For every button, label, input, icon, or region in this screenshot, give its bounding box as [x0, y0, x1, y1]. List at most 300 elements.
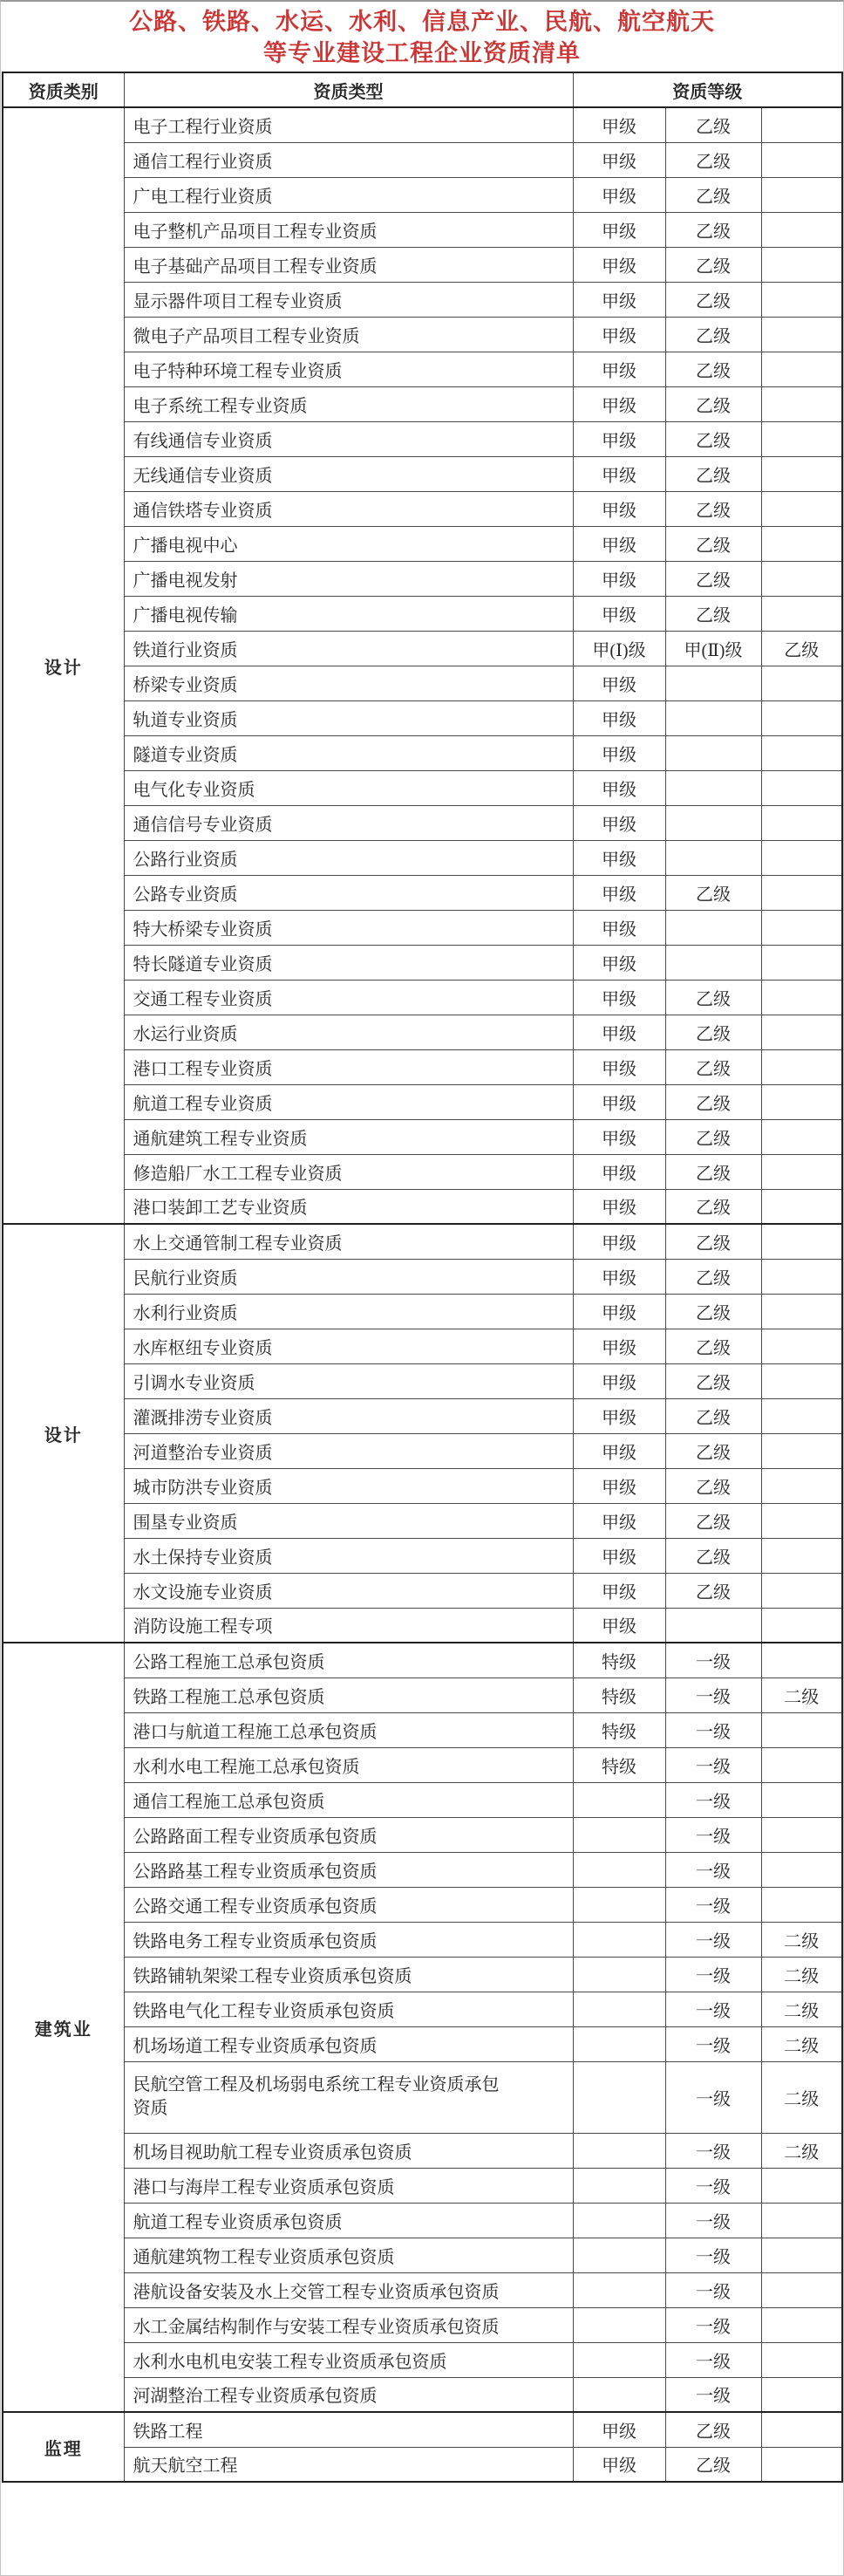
- grade-cell-2: 一级: [665, 2342, 761, 2377]
- grade-cell-2: 乙级: [665, 561, 761, 596]
- qualification-type-text: 桥梁专业资质: [133, 675, 238, 695]
- grade-cell-3: [761, 421, 842, 456]
- qualification-type-cell: [124, 1887, 573, 1922]
- qualification-type-text: 广播电视传输: [133, 605, 238, 625]
- grade-cell-3: 二级: [761, 2026, 842, 2061]
- table-row: [3, 2168, 842, 2203]
- table-row: [3, 2272, 842, 2307]
- grade-cell-2: 乙级: [665, 317, 761, 352]
- grade-cell-3: [761, 2238, 842, 2272]
- grade-cell-3: [761, 1119, 842, 1154]
- grade-cell-2: 乙级: [665, 1433, 761, 1468]
- qualification-type-text: 有线通信专业资质: [133, 431, 273, 451]
- qualification-type-cell: [124, 840, 573, 875]
- table-row: [3, 1433, 842, 1468]
- grade-cell-1: 特级: [573, 1643, 665, 1677]
- qualification-type-text: 公路行业资质: [133, 850, 238, 870]
- table-row: [3, 875, 842, 910]
- qualification-type-text: 水文设施专业资质: [133, 1582, 273, 1602]
- qualification-type-cell: [124, 770, 573, 805]
- qualification-type-text: 公路工程施工总承包资质: [133, 1652, 325, 1672]
- qualification-type-text: 航道工程专业资质承包资质: [133, 2212, 343, 2232]
- grade-cell-1: 特级: [573, 1747, 665, 1782]
- grade-cell-3: [761, 1084, 842, 1119]
- table-row: [3, 700, 842, 735]
- grade-cell-3: [761, 1782, 842, 1817]
- grade-cell-1: 甲级: [573, 945, 665, 980]
- grade-cell-1: [573, 2026, 665, 2061]
- qualification-type-text: 引调水专业资质: [133, 1373, 255, 1393]
- table-row: [3, 2377, 842, 2412]
- grade-cell-1: [573, 1852, 665, 1887]
- qualification-type-text: 机场场道工程专业资质承包资质: [133, 2036, 378, 2056]
- qualification-type-text: 河湖整治工程专业资质承包资质: [133, 2387, 378, 2407]
- grade-cell-3: [761, 2412, 842, 2447]
- grade-cell-3: 乙级: [761, 631, 842, 666]
- grade-cell-1: 甲级: [573, 1259, 665, 1294]
- qualification-type-text: 微电子产品项目工程专业资质: [133, 326, 360, 346]
- table-row: [3, 1852, 842, 1887]
- grade-cell-2: 乙级: [665, 1154, 761, 1189]
- qualification-type-text: 水工金属结构制作与安装工程专业资质承包资质: [133, 2317, 500, 2337]
- grade-cell-1: 甲(Ⅰ)级: [573, 631, 665, 666]
- grade-cell-2: 乙级: [665, 1015, 761, 1049]
- grade-cell-3: [761, 386, 842, 421]
- grade-cell-2: 一级: [665, 2203, 761, 2238]
- grade-cell-1: [573, 1782, 665, 1817]
- grade-cell-1: 甲级: [573, 177, 665, 212]
- grade-cell-1: 甲级: [573, 875, 665, 910]
- grade-cell-1: 甲级: [573, 352, 665, 386]
- qualification-type-cell: [124, 735, 573, 770]
- title-line-2: 等专业建设工程企业资质清单: [263, 40, 581, 66]
- qualification-type-text: 通信信号专业资质: [133, 815, 273, 835]
- grade-cell-2: 乙级: [665, 421, 761, 456]
- table-row: [3, 1189, 842, 1224]
- grade-cell-3: [761, 1329, 842, 1363]
- table-row: [3, 2447, 842, 2482]
- qualification-type-text: 铁路电务工程专业资质承包资质: [133, 1931, 378, 1951]
- grade-cell-3: 二级: [761, 1957, 842, 1992]
- grade-cell-3: [761, 317, 842, 352]
- table-row: [3, 1992, 842, 2026]
- qualification-type-cell: [124, 875, 573, 910]
- grade-cell-1: 甲级: [573, 1608, 665, 1643]
- qualification-type-cell: [124, 1957, 573, 1992]
- grade-cell-1: 甲级: [573, 561, 665, 596]
- table-row: [3, 1154, 842, 1189]
- qualification-type-text: 通信工程施工总承包资质: [133, 1792, 325, 1812]
- qualification-type-cell: [124, 1538, 573, 1573]
- grade-cell-2: 乙级: [665, 1538, 761, 1573]
- grade-cell-2: [665, 805, 761, 840]
- qualification-type-text: 电子基础产品项目工程专业资质: [133, 256, 378, 277]
- qualification-type-text: 消防设施工程专项: [133, 1617, 273, 1637]
- qualification-type-cell: [124, 561, 573, 596]
- qualification-type-cell: [124, 1119, 573, 1154]
- header-grade: 资质等级: [573, 72, 842, 107]
- grade-cell-3: [761, 1608, 842, 1643]
- qualification-type-cell: [124, 945, 573, 980]
- grade-cell-1: 甲级: [573, 1294, 665, 1329]
- grade-cell-3: [761, 1049, 842, 1084]
- qualification-type-cell: [124, 1852, 573, 1887]
- table-row: [3, 352, 842, 386]
- qualification-type-text: 水上交通管制工程专业资质: [133, 1233, 343, 1254]
- qualification-type-cell: [124, 1922, 573, 1957]
- table-row: [3, 980, 842, 1015]
- qualification-type-cell: [124, 1294, 573, 1329]
- qualification-type-text: 显示器件项目工程专业资质: [133, 291, 343, 311]
- qualification-type-cell: [124, 1224, 573, 1259]
- qualification-type-text: 特长隧道专业资质: [133, 954, 273, 974]
- grade-cell-3: [761, 1154, 842, 1189]
- grade-cell-1: 甲级: [573, 1224, 665, 1259]
- grade-cell-2: 乙级: [665, 142, 761, 177]
- category-cell: 建筑业: [3, 1643, 124, 2412]
- table-row: [3, 910, 842, 945]
- grade-cell-3: [761, 1468, 842, 1503]
- table-row: [3, 317, 842, 352]
- qualification-type-cell: [124, 282, 573, 317]
- table-row: [3, 247, 842, 282]
- table-row: [3, 1782, 842, 1817]
- grade-cell-3: [761, 526, 842, 561]
- grade-cell-2: 乙级: [665, 526, 761, 561]
- qualification-type-text: 铁路工程施工总承包资质: [133, 1687, 325, 1707]
- grade-cell-1: 甲级: [573, 1538, 665, 1573]
- grade-cell-2: 乙级: [665, 352, 761, 386]
- grade-cell-2: 一级: [665, 1677, 761, 1712]
- grade-cell-2: 一级: [665, 2026, 761, 2061]
- qualification-type-text: 通信工程行业资质: [133, 152, 273, 172]
- table-row: [3, 631, 842, 666]
- grade-cell-1: [573, 2168, 665, 2203]
- qualification-type-cell: [124, 1154, 573, 1189]
- qualification-type-text: 修造船厂水工工程专业资质: [133, 1164, 343, 1184]
- qualification-type-text: 交通工程专业资质: [133, 989, 273, 1009]
- grade-cell-1: 甲级: [573, 1084, 665, 1119]
- qualification-type-cell: [124, 805, 573, 840]
- qualification-type-cell: [124, 247, 573, 282]
- grade-cell-2: 一级: [665, 2272, 761, 2307]
- grade-cell-2: [665, 910, 761, 945]
- table-row: [3, 1608, 842, 1643]
- grade-cell-3: [761, 1363, 842, 1398]
- qualification-type-cell: [124, 700, 573, 735]
- table-row: [3, 2133, 842, 2168]
- grade-cell-1: 甲级: [573, 282, 665, 317]
- grade-cell-3: [761, 735, 842, 770]
- table-row: [3, 2342, 842, 2377]
- qualification-type-text: 港口与海岸工程专业资质承包资质: [133, 2177, 395, 2197]
- table-row: [3, 107, 842, 142]
- grade-cell-3: [761, 177, 842, 212]
- grade-cell-3: [761, 945, 842, 980]
- qualification-type-text: 水运行业资质: [133, 1024, 238, 1044]
- qualification-type-text: 港航设备安装及水上交管工程专业资质承包资质: [133, 2282, 500, 2302]
- table-row: [3, 805, 842, 840]
- grade-cell-2: 一级: [665, 1643, 761, 1677]
- grade-cell-2: 乙级: [665, 177, 761, 212]
- qualification-type-text: 铁路铺轨架梁工程专业资质承包资质: [133, 1966, 412, 1986]
- grade-cell-1: [573, 2061, 665, 2133]
- table-row: [3, 2061, 842, 2133]
- qualification-type-text: 公路专业资质: [133, 885, 238, 905]
- qualification-type-text: 通信铁塔专业资质: [133, 501, 273, 521]
- qualification-type-text: 河道整治专业资质: [133, 1443, 273, 1463]
- grade-cell-3: [761, 1224, 842, 1259]
- grade-cell-3: [761, 2203, 842, 2238]
- grade-cell-2: 乙级: [665, 107, 761, 142]
- grade-cell-1: [573, 1817, 665, 1852]
- table-row: [3, 1747, 842, 1782]
- grade-cell-1: 甲级: [573, 317, 665, 352]
- table-row: [3, 386, 842, 421]
- qualification-type-cell: [124, 1084, 573, 1119]
- grade-cell-2: 乙级: [665, 875, 761, 910]
- qualification-type-cell: [124, 2412, 573, 2447]
- grade-cell-1: [573, 1887, 665, 1922]
- grade-cell-3: [761, 2307, 842, 2342]
- table-row: [3, 1363, 842, 1398]
- grade-cell-2: 乙级: [665, 212, 761, 247]
- grade-cell-3: [761, 596, 842, 631]
- grade-cell-2: 乙级: [665, 386, 761, 421]
- qualification-type-text: 航天航空工程: [133, 2456, 238, 2477]
- qualification-type-text: 电气化专业资质: [133, 780, 255, 800]
- qualification-type-cell: [124, 2238, 573, 2272]
- table-row: [3, 177, 842, 212]
- qualification-type-cell: [124, 1712, 573, 1747]
- grade-cell-1: 甲级: [573, 2412, 665, 2447]
- qualification-type-text: 电子工程行业资质: [133, 117, 273, 137]
- grade-cell-2: [665, 735, 761, 770]
- qualification-type-cell: [124, 526, 573, 561]
- grade-cell-1: [573, 2203, 665, 2238]
- grade-cell-1: 甲级: [573, 526, 665, 561]
- category-cell: 设计: [3, 1224, 124, 1643]
- grade-cell-1: 甲级: [573, 2447, 665, 2482]
- grade-cell-3: [761, 1189, 842, 1224]
- grade-cell-2: 一级: [665, 1887, 761, 1922]
- grade-cell-1: [573, 2133, 665, 2168]
- table-row: [3, 1224, 842, 1259]
- qualification-type-cell: [124, 107, 573, 142]
- grade-cell-2: 一级: [665, 1957, 761, 1992]
- grade-cell-2: 乙级: [665, 2447, 761, 2482]
- grade-cell-1: 甲级: [573, 666, 665, 700]
- qualification-type-text: 铁道行业资质: [133, 640, 238, 660]
- grade-cell-1: 甲级: [573, 1119, 665, 1154]
- qualification-type-text: 民航行业资质: [133, 1268, 238, 1288]
- grade-cell-3: [761, 1887, 842, 1922]
- grade-cell-3: [761, 2447, 842, 2482]
- grade-cell-2: 乙级: [665, 456, 761, 491]
- grade-cell-2: 乙级: [665, 1189, 761, 1224]
- qualification-type-text: 港口工程专业资质: [133, 1059, 273, 1079]
- category-cell: 监理: [3, 2412, 124, 2482]
- grade-cell-1: 甲级: [573, 212, 665, 247]
- grade-cell-1: 甲级: [573, 840, 665, 875]
- qualification-type-cell: [124, 2133, 573, 2168]
- grade-cell-3: [761, 1538, 842, 1573]
- table-row: [3, 1119, 842, 1154]
- grade-cell-2: 一级: [665, 1922, 761, 1957]
- grade-cell-2: [665, 945, 761, 980]
- grade-cell-1: 甲级: [573, 1189, 665, 1224]
- qualification-type-cell: [124, 1677, 573, 1712]
- grade-cell-3: [761, 456, 842, 491]
- qualification-type-text: 机场目视助航工程专业资质承包资质: [133, 2142, 412, 2163]
- qualification-type-text: 航道工程专业资质: [133, 1094, 273, 1114]
- grade-cell-2: 一级: [665, 2238, 761, 2272]
- qualification-type-text: 灌溉排涝专业资质: [133, 1408, 273, 1428]
- qualification-type-text: 铁路工程: [133, 2422, 203, 2442]
- qualification-type-cell: [124, 910, 573, 945]
- grade-cell-2: 乙级: [665, 1398, 761, 1433]
- table-row: [3, 526, 842, 561]
- grade-cell-2: 乙级: [665, 1468, 761, 1503]
- qualification-type-cell: [124, 1573, 573, 1608]
- qualification-type-cell: [124, 352, 573, 386]
- qualification-type-cell: [124, 1433, 573, 1468]
- qualification-type-text: 通航建筑工程专业资质: [133, 1129, 308, 1149]
- grade-cell-3: [761, 980, 842, 1015]
- qualification-type-cell: [124, 1992, 573, 2026]
- table-row: [3, 1398, 842, 1433]
- grade-cell-3: [761, 1259, 842, 1294]
- grade-cell-1: 甲级: [573, 1398, 665, 1433]
- qualification-type-text: 水土保持专业资质: [133, 1548, 273, 1568]
- qualification-type-cell: [124, 1189, 573, 1224]
- grade-cell-3: [761, 1643, 842, 1677]
- table-row: [3, 666, 842, 700]
- qualification-type-cell: [124, 1817, 573, 1852]
- table-row: [3, 2203, 842, 2238]
- qualification-type-cell: [124, 1363, 573, 1398]
- qualification-type-cell: [124, 2272, 573, 2307]
- grade-cell-1: 甲级: [573, 1015, 665, 1049]
- table-row: [3, 1503, 842, 1538]
- grade-cell-2: 乙级: [665, 1329, 761, 1363]
- qualification-type-cell: [124, 177, 573, 212]
- grade-cell-1: 甲级: [573, 1573, 665, 1608]
- header-type: 资质类型: [124, 72, 573, 107]
- qualification-type-cell: [124, 1643, 573, 1677]
- grade-cell-2: 乙级: [665, 2412, 761, 2447]
- grade-cell-2: 一级: [665, 1712, 761, 1747]
- grade-cell-2: 乙级: [665, 1503, 761, 1538]
- grade-cell-1: 甲级: [573, 247, 665, 282]
- grade-cell-2: 乙级: [665, 491, 761, 526]
- qualification-type-cell: [124, 1398, 573, 1433]
- qualification-type-text: 广播电视发射: [133, 571, 238, 591]
- qualification-type-text: 公路交通工程专业资质承包资质: [133, 1896, 378, 1917]
- grade-cell-1: 甲级: [573, 1363, 665, 1398]
- qualification-type-cell: [124, 2203, 573, 2238]
- grade-cell-1: [573, 2377, 665, 2412]
- qualification-table: [2, 72, 843, 2483]
- table-row: [3, 1015, 842, 1049]
- grade-cell-2: 一级: [665, 1817, 761, 1852]
- grade-cell-3: [761, 910, 842, 945]
- table-row: [3, 1259, 842, 1294]
- grade-cell-2: [665, 1608, 761, 1643]
- grade-cell-2: 乙级: [665, 1224, 761, 1259]
- grade-cell-3: [761, 1398, 842, 1433]
- grade-cell-2: 一级: [665, 2168, 761, 2203]
- grade-cell-2: 一级: [665, 1782, 761, 1817]
- grade-cell-3: [761, 875, 842, 910]
- grade-cell-1: 甲级: [573, 1433, 665, 1468]
- grade-cell-2: 乙级: [665, 1084, 761, 1119]
- table-row: [3, 1084, 842, 1119]
- table-row: [3, 1294, 842, 1329]
- grade-cell-3: [761, 491, 842, 526]
- qualification-type-cell: [124, 212, 573, 247]
- grade-cell-1: 甲级: [573, 770, 665, 805]
- grade-cell-3: [761, 1503, 842, 1538]
- qualification-type-text: 铁路电气化工程专业资质承包资质: [133, 2001, 395, 2021]
- qualification-type-cell: [124, 2377, 573, 2412]
- grade-cell-3: [761, 770, 842, 805]
- table-row: [3, 2412, 842, 2447]
- qualification-type-text: 港口与航道工程施工总承包资质: [133, 1722, 378, 1742]
- grade-cell-3: [761, 212, 842, 247]
- grade-cell-2: 甲(Ⅱ)级: [665, 631, 761, 666]
- grade-cell-1: 甲级: [573, 491, 665, 526]
- table-row: [3, 2307, 842, 2342]
- grade-cell-3: 二级: [761, 2133, 842, 2168]
- grade-cell-3: 二级: [761, 1677, 842, 1712]
- grade-cell-2: 乙级: [665, 1573, 761, 1608]
- grade-cell-3: [761, 700, 842, 735]
- grade-cell-3: [761, 352, 842, 386]
- grade-cell-2: [665, 770, 761, 805]
- qualification-type-cell: [124, 2342, 573, 2377]
- table-row: [3, 1329, 842, 1363]
- qualification-type-text: 通航建筑物工程专业资质承包资质: [133, 2247, 395, 2267]
- qualification-type-text: 电子整机产品项目工程专业资质: [133, 222, 378, 242]
- grade-cell-3: [761, 282, 842, 317]
- grade-cell-3: 二级: [761, 2061, 842, 2133]
- table-body: [3, 107, 842, 2482]
- grade-cell-1: [573, 1922, 665, 1957]
- grade-cell-1: [573, 2272, 665, 2307]
- table-row: [3, 561, 842, 596]
- grade-cell-1: 甲级: [573, 805, 665, 840]
- grade-cell-3: [761, 107, 842, 142]
- table-row: [3, 2238, 842, 2272]
- grade-cell-1: 甲级: [573, 1049, 665, 1084]
- grade-cell-2: 乙级: [665, 1259, 761, 1294]
- qualification-type-cell: [124, 666, 573, 700]
- grade-cell-1: 甲级: [573, 596, 665, 631]
- qualification-type-text: 电子特种环境工程专业资质: [133, 361, 343, 381]
- qualification-type-text: 电子系统工程专业资质: [133, 396, 308, 416]
- qualification-type-text: 公路路基工程专业资质承包资质: [133, 1862, 378, 1882]
- grade-cell-1: 甲级: [573, 456, 665, 491]
- category-cell: 设计: [3, 107, 124, 1224]
- table-row: [3, 212, 842, 247]
- grade-cell-2: 一级: [665, 2061, 761, 2133]
- grade-cell-2: 乙级: [665, 1119, 761, 1154]
- table-row: [3, 1922, 842, 1957]
- qualification-type-text: 广电工程行业资质: [133, 187, 273, 207]
- qualification-type-text: 公路路面工程专业资质承包资质: [133, 1827, 378, 1847]
- page-title: [1, 2, 843, 72]
